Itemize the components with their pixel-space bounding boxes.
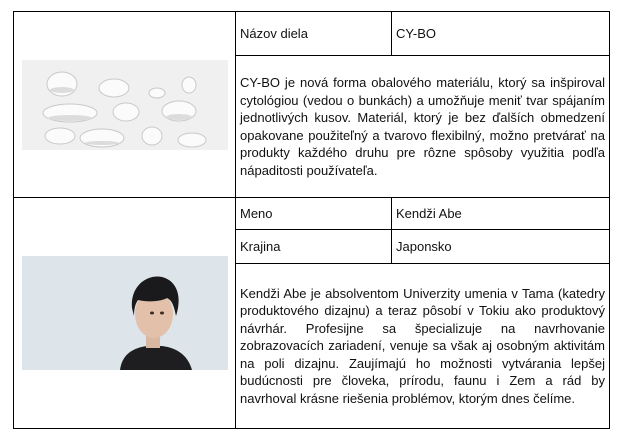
work-description: CY-BO je nová forma obalového materiálu, ktorý sa inšpiroval cytológiou (vedou o bunkách) a umožňuje meniť tvar spájaním jednotlivých kusov. Materiál, ktorý je bez ďalších obmedzení opakovane použiteľný a tvarovo flexibilný, možno pretvárať na produkty každého druhu pre rôzne spôsoby využitia podľa nápaditosti používateľa. (236, 56, 610, 198)
author-bio: Kendži Abe je absolventom Univerzity umenia v Tama (katedry produktového dizajnu) a teraz pôsobí v Tokiu ako produktový návrhár. Profesijne sa špecializuje na navrhovanie zobrazovacích zariadení, venuje sa však aj osobným aktivitám na poli dizajnu. Zaujímajú ho možnosti vytvárania lepšej budúcnosti pre človeka, prírodu, faunu i Zem a rád by navrhoval krásne riešenia problémov, ktorým dnes čelíme. (236, 264, 610, 429)
product-photo (22, 60, 228, 150)
name-label: Meno (236, 198, 392, 230)
portrait-photo (22, 256, 228, 370)
country-value: Japonsko (392, 230, 610, 264)
name-value: Kendži Abe (392, 198, 610, 230)
product-photo-cell (14, 12, 236, 198)
info-table (13, 11, 610, 429)
portrait-photo-cell (14, 198, 236, 429)
title-value: CY-BO (392, 12, 610, 56)
title-label: Názov diela (236, 12, 392, 56)
country-label: Krajina (236, 230, 392, 264)
